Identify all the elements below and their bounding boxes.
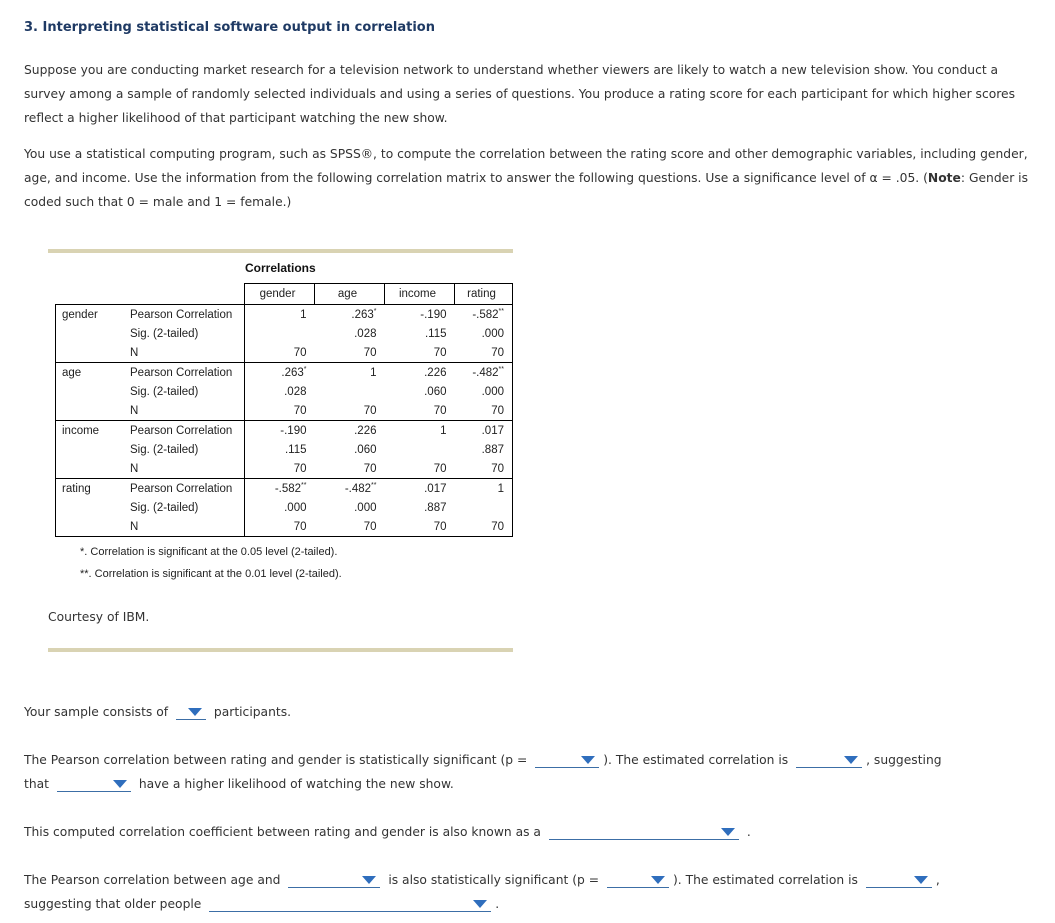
q4-text-6: . xyxy=(495,897,500,911)
cell-value: .887 xyxy=(481,443,504,456)
cell-value: 1 xyxy=(300,308,307,321)
matrix-cell xyxy=(245,363,315,383)
cell-value: 70 xyxy=(491,520,504,533)
question-rating-gender-line2 xyxy=(24,772,454,796)
age-p-dropdown[interactable] xyxy=(607,873,669,888)
matrix-cell xyxy=(315,382,385,401)
matrix-cell xyxy=(245,440,315,459)
cell-value: -.190 xyxy=(280,424,307,437)
question-coefficient-type xyxy=(24,820,751,844)
table-row xyxy=(56,459,513,479)
instructions-text: You use a statistical computing program, such as SPSS®, to compute the correlation between the rating score and other demographic variables, including gender, age, and income. Use the information from the following correlation matrix to answer the following questions. Use a significance level of α = .05. ( xyxy=(24,147,1028,185)
significance-mark: ** xyxy=(498,365,504,373)
question-age-line2 xyxy=(24,892,499,916)
cell-value: .000 xyxy=(481,385,504,398)
intro-paragraph: Suppose you are conducting market research for a television network to understand whether viewers are likely to watch a new television show. You conduct a survey among a sample of randomly selected individuals and using a series of questions. You produce a rating score for each participant for which higher scores reflect a higher likelihood of that participant watching the new show. xyxy=(24,63,1015,125)
q4-text-1: The Pearson correlation between age and xyxy=(24,873,281,887)
significance-mark: * xyxy=(303,365,307,373)
column-header-gender: gender xyxy=(245,284,315,305)
cell-value: .115 xyxy=(424,327,447,340)
table-row xyxy=(56,324,513,343)
matrix-cell xyxy=(455,421,513,441)
column-header-rating: rating xyxy=(455,284,513,305)
statistic-label: Pearson Correlation xyxy=(122,479,245,499)
cell-value: .263 xyxy=(281,366,304,379)
cell-value: .000 xyxy=(354,501,377,514)
cell-value: .060 xyxy=(424,385,447,398)
row-variable-label xyxy=(56,459,123,479)
matrix-cell xyxy=(315,363,385,383)
statistic-label: N xyxy=(130,346,139,359)
q4-text-4: , xyxy=(935,873,940,887)
matrix-cell xyxy=(315,498,385,517)
question-title: 3. Interpreting statistical software output in correlation xyxy=(24,20,435,35)
table-row xyxy=(56,382,513,401)
q2-text-4: that xyxy=(24,777,49,791)
row-variable-label xyxy=(56,401,123,421)
sample-size-dropdown[interactable] xyxy=(176,705,206,720)
q2-text-5: have a higher likelihood of watching the new show. xyxy=(138,777,454,791)
matrix-cell xyxy=(455,382,513,401)
cell-value: -.482 xyxy=(472,366,499,379)
matrix-cell xyxy=(385,498,455,517)
cell-value: .028 xyxy=(284,385,307,398)
matrix-cell xyxy=(385,459,455,479)
matrix-cell xyxy=(315,324,385,343)
figure-bottom-rule xyxy=(48,648,513,652)
age-r-dropdown[interactable] xyxy=(866,873,932,888)
gender-group-dropdown[interactable] xyxy=(57,777,131,792)
matrix-cell xyxy=(245,421,315,441)
row-variable-label: gender xyxy=(56,305,123,325)
matrix-cell xyxy=(455,401,513,421)
statistic-label: Sig. (2-tailed) xyxy=(130,385,199,398)
matrix-cell xyxy=(315,440,385,459)
table-row xyxy=(56,517,513,537)
chevron-down-icon xyxy=(844,756,858,764)
matrix-cell xyxy=(245,459,315,479)
instructions-paragraph xyxy=(24,142,1034,214)
chevron-down-icon xyxy=(914,876,928,884)
chevron-down-icon xyxy=(581,756,595,764)
age-variable-dropdown[interactable] xyxy=(288,873,380,888)
correlations-title: Correlations xyxy=(245,261,316,275)
matrix-cell xyxy=(385,305,455,325)
cell-value: 70 xyxy=(293,520,307,533)
row-variable-label: age xyxy=(56,363,123,383)
significance-mark: ** xyxy=(301,481,307,489)
cell-value: 70 xyxy=(363,462,377,475)
q2-text-1: The Pearson correlation between rating and gender is statistically significant (p = xyxy=(24,753,528,767)
row-variable-label xyxy=(56,343,123,363)
cell-value: .115 xyxy=(284,443,307,456)
matrix-cell xyxy=(245,479,315,499)
matrix-cell xyxy=(385,324,455,343)
matrix-cell xyxy=(455,498,513,517)
cell-value: 70 xyxy=(363,404,377,417)
footnote-05: *. Correlation is significant at the 0.05 level (2-tailed). xyxy=(80,546,338,558)
cell-value: 70 xyxy=(433,520,447,533)
chevron-down-icon xyxy=(362,876,376,884)
footnote-01: **. Correlation is significant at the 0.01 level (2-tailed). xyxy=(80,568,342,580)
matrix-cell xyxy=(385,517,455,537)
matrix-cell xyxy=(455,517,513,537)
matrix-cell xyxy=(245,498,315,517)
row-variable-label xyxy=(56,498,123,517)
cell-value: 1 xyxy=(440,424,447,437)
matrix-cell xyxy=(385,343,455,363)
statistic-label: Pearson Correlation xyxy=(122,363,245,383)
statistic-label: Pearson Correlation xyxy=(122,421,245,441)
significance-mark: ** xyxy=(371,481,377,489)
cell-value: .226 xyxy=(424,366,447,379)
matrix-cell xyxy=(245,382,315,401)
table-row xyxy=(56,401,513,421)
row-variable-label xyxy=(56,440,123,459)
matrix-cell xyxy=(385,401,455,421)
correlation-matrix xyxy=(55,283,513,537)
table-row xyxy=(56,421,513,441)
cell-value: .060 xyxy=(354,443,377,456)
cell-value: 70 xyxy=(491,462,504,475)
cell-value: -.582 xyxy=(274,482,302,495)
matrix-cell xyxy=(315,479,385,499)
statistic-label: Sig. (2-tailed) xyxy=(130,501,199,514)
courtesy-credit: Courtesy of IBM. xyxy=(48,610,150,624)
cell-value: .017 xyxy=(481,424,504,437)
q2-text-2: ). The estimated correlation is xyxy=(603,753,789,767)
q4-text-3: ). The estimated correlation is xyxy=(672,873,858,887)
question-age-line1 xyxy=(24,868,940,892)
cell-value: .000 xyxy=(284,501,307,514)
statistic-label: Sig. (2-tailed) xyxy=(130,327,199,340)
q3-text-after: . xyxy=(746,825,751,839)
statistic-label: N xyxy=(130,404,139,417)
q4-text-2: is also statistically significant (p = xyxy=(388,873,600,887)
cell-value: 70 xyxy=(433,462,447,475)
matrix-cell xyxy=(385,382,455,401)
cell-value: -.190 xyxy=(420,308,447,321)
row-variable-label xyxy=(56,517,123,537)
matrix-cell xyxy=(385,479,455,499)
header-corner xyxy=(56,284,123,305)
note-text: : Gender is coded such that 0 = male and 1 = female.) xyxy=(24,171,1028,209)
matrix-cell xyxy=(315,305,385,325)
significance-mark: ** xyxy=(498,307,504,315)
cell-value: 70 xyxy=(293,462,307,475)
cell-value: 70 xyxy=(433,404,447,417)
statistic-label: N xyxy=(130,462,139,475)
matrix-cell xyxy=(385,440,455,459)
matrix-cell xyxy=(455,343,513,363)
chevron-down-icon xyxy=(651,876,665,884)
statistic-label: N xyxy=(122,517,245,537)
chevron-down-icon xyxy=(113,780,127,788)
cell-value: .226 xyxy=(354,424,377,437)
cell-value: .000 xyxy=(481,327,504,340)
matrix-cell xyxy=(455,479,513,499)
q2-text-3: , suggesting xyxy=(866,753,942,767)
matrix-cell xyxy=(245,517,315,537)
table-row xyxy=(56,363,513,383)
matrix-cell xyxy=(245,343,315,363)
matrix-cell xyxy=(455,324,513,343)
q1-text-after: participants. xyxy=(213,705,292,719)
column-header-age: age xyxy=(315,284,385,305)
cell-value: 70 xyxy=(293,346,307,359)
cell-value: 1 xyxy=(370,366,377,379)
cell-value: -.582 xyxy=(472,308,499,321)
coefficient-type-dropdown[interactable] xyxy=(549,825,739,840)
statistic-label: Pearson Correlation xyxy=(122,305,245,325)
cell-value: 70 xyxy=(433,346,447,359)
cell-value: 70 xyxy=(363,520,377,533)
older-people-dropdown[interactable] xyxy=(209,897,491,912)
cell-value: .017 xyxy=(424,482,447,495)
matrix-cell xyxy=(385,363,455,383)
table-row xyxy=(56,498,513,517)
table-row xyxy=(56,305,513,325)
cell-value: .028 xyxy=(354,327,377,340)
matrix-cell xyxy=(315,401,385,421)
matrix-cell xyxy=(245,305,315,325)
statistic-label: Sig. (2-tailed) xyxy=(130,443,199,456)
cell-value: 70 xyxy=(491,346,504,359)
header-corner-stat xyxy=(122,284,245,305)
q4-text-5: suggesting that older people xyxy=(24,897,202,911)
cell-value: -.482 xyxy=(344,482,372,495)
question-sample-size xyxy=(24,700,291,724)
cell-value: 1 xyxy=(497,482,504,495)
matrix-cell xyxy=(455,363,513,383)
rating-gender-r-dropdown[interactable] xyxy=(796,753,862,768)
matrix-cell xyxy=(385,421,455,441)
matrix-header-row xyxy=(56,284,513,305)
rating-gender-p-dropdown[interactable] xyxy=(535,753,599,768)
row-variable-label xyxy=(56,324,123,343)
cell-value: .887 xyxy=(424,501,447,514)
matrix-cell xyxy=(455,459,513,479)
q1-text-before: Your sample consists of xyxy=(24,705,169,719)
row-variable-label: income xyxy=(56,421,123,441)
figure-top-rule xyxy=(48,249,513,253)
matrix-cell xyxy=(315,343,385,363)
cell-value: 70 xyxy=(491,404,504,417)
matrix-cell xyxy=(245,401,315,421)
cell-value: .263 xyxy=(351,308,374,321)
matrix-cell xyxy=(455,440,513,459)
row-variable-label xyxy=(56,382,123,401)
row-variable-label: rating xyxy=(56,479,123,499)
table-row xyxy=(56,479,513,499)
chevron-down-icon xyxy=(721,828,735,836)
table-row xyxy=(56,343,513,363)
significance-mark: * xyxy=(373,307,377,315)
table-row xyxy=(56,440,513,459)
q3-text-before: This computed correlation coefficient between rating and gender is also known as a xyxy=(24,825,541,839)
question-rating-gender-line1 xyxy=(24,748,942,772)
matrix-cell xyxy=(315,459,385,479)
column-header-income: income xyxy=(385,284,455,305)
matrix-cell xyxy=(245,324,315,343)
chevron-down-icon xyxy=(188,708,202,716)
note-label: Note xyxy=(927,171,961,185)
chevron-down-icon xyxy=(473,900,487,908)
cell-value: 70 xyxy=(363,346,377,359)
matrix-cell xyxy=(455,305,513,325)
matrix-cell xyxy=(315,517,385,537)
matrix-cell xyxy=(315,421,385,441)
cell-value: 70 xyxy=(293,404,307,417)
